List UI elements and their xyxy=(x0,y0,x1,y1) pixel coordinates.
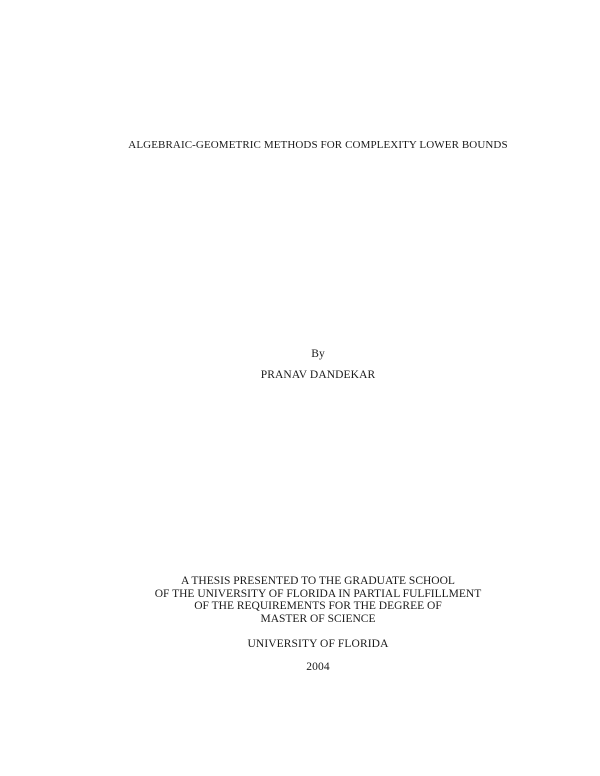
author-name: PRANAV DANDEKAR xyxy=(260,369,376,381)
degree-statement-line: OF THE REQUIREMENTS FOR THE DEGREE OF xyxy=(194,600,442,613)
degree-statement xyxy=(0,575,600,625)
thesis-year: 2004 xyxy=(306,661,330,673)
university-name: UNIVERSITY OF FLORIDA xyxy=(247,638,389,650)
by-label: By xyxy=(311,348,325,360)
degree-statement-line: MASTER OF SCIENCE xyxy=(260,612,376,625)
thesis-title: ALGEBRAIC-GEOMETRIC METHODS FOR COMPLEXITY LOWER BOUNDS xyxy=(128,139,508,151)
degree-statement-line: OF THE UNIVERSITY OF FLORIDA IN PARTIAL FULFILLMENT xyxy=(154,587,482,600)
degree-statement-line: A THESIS PRESENTED TO THE GRADUATE SCHOOL xyxy=(181,575,455,587)
